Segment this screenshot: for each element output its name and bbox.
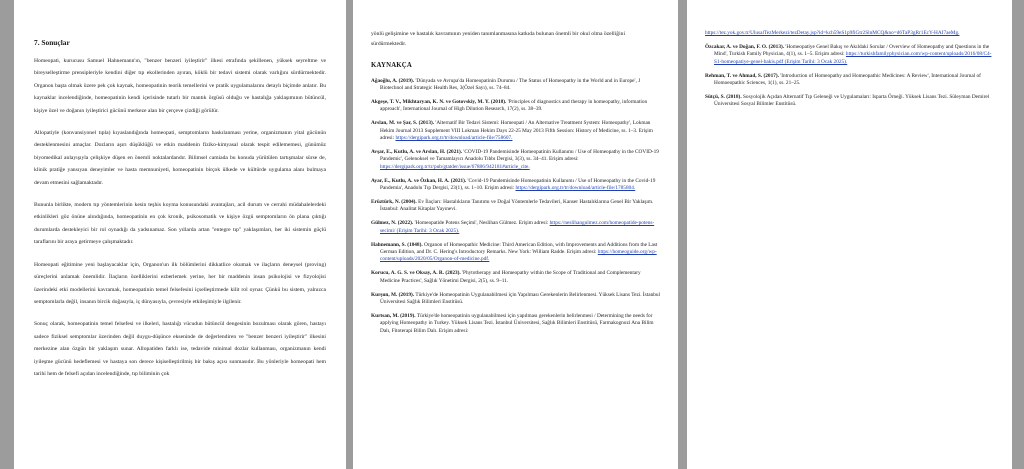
reference-author: Rehman, T. ve Ahmad, S. (2017). (705, 72, 779, 79)
reference-entry (371, 149, 660, 171)
reference-entry (705, 44, 994, 66)
reference-text: Sosyolojik Açıdan Alternatif Tıp Geleneği ve Uygulamaları: Isparta Örneği. Yüksek Lisans Tezi. Süleyman Demirel Üniversitesi Sosyal Bilimler Enstitüsü. (714, 93, 990, 108)
reference-entry (371, 99, 660, 114)
reference-entry (371, 78, 660, 93)
reference-entry (371, 270, 660, 285)
reference-list (371, 78, 660, 336)
document-page-1 (14, 0, 346, 469)
reference-author: Kurşun, M. (2019). (371, 291, 415, 298)
reference-text: 'Dünyada ve Avrupa'da Homeopatinin Durumu / The Status of Homeopathy in the World and in Europe', J Biotechnol and Strategic Health Res, 3(Özel Sayı), ss. 74–84. (380, 77, 641, 91)
reference-text: 'COVID-19 Pandemisinde Homeopatinin Kullanımı / Use of Homeopathy in the COVID-19 Pandemic', Gelenoksel ve Tamamlayıcı Anadolu Tıbbı Dergisi, 3(3), ss. 34–41. Erişim adresi: (380, 148, 659, 163)
reference-text: Organon of Homeopathic Medicine: Third American Edition, with Improvements and Additions from the Last German Edition, and Dr. C. Hering's Introductory Remarks. New York: William Radde. Erişim adresi: (380, 241, 658, 255)
reference-entry (371, 313, 660, 335)
reference-link[interactable]: https://dergipark.org.tr/tr/download/article-file/1785804. (515, 185, 636, 192)
reference-text: 'Phytotherapy and Homeopathy within the Scope of Traditional and Complementary Medicine Practices', Sağlık Yönetimi Dergisi, 2(5), ss. 9–11. (380, 270, 641, 284)
body-paragraph: Allopatiyle (konvansiyonel tıpla) kıyaslandığında homeopati, semptomların baskılanması yerine, organizmanın yital gücünün desteklenmesini amaçlar. Dozların aşırı düşüklüğü ve etkin maddenin fiziko-kimyasal olarak tespit edilememesi, günümüz biyomedikal anlayışıyla çelişkiye düşen en önemli noktalardandır. Bilimsel camiada bu konuda yürütülen tartışmalar sürse de, klinik pratiğe yansıyan deneyimler ve hasta memnuniyeti, homeopatinin birçok ülkede ve kültürde uygulama alanı bulmaya devam etmesini sağlamaktadır. (34, 130, 326, 186)
reference-text: Türkiye'de Homeopatinin Uygulanabilmesi için Yapılması Gerekenlerin Belirlenmesi. Yüksek Lisans Tezi. İstanbul Üniversitesi Sağlık Bilimleri Enstitüsü. (380, 291, 660, 306)
references-heading: KAYNAKÇA (371, 61, 413, 69)
document-page-3 (687, 0, 1012, 469)
reference-entry (371, 220, 660, 235)
reference-entry (705, 30, 994, 37)
reference-entry (705, 73, 994, 88)
section-heading: 7. Sonuçlar (34, 38, 70, 47)
reference-text: Türkiye'de homeopatinin uygulanabilmesi için yapılması gerekenlerin belirlenmesi / Determining the needs for applying Homeopathy in Turkey. Yüksek Lisans Tezi. İstanbul Üniversitesi, Sağlık Bilimleri Enstitüsü, Farmakognozi Ana Bilim Dalı, Fitoterapi Bilim Dalı. Erişim adresi: (380, 312, 654, 334)
reference-entry (371, 292, 660, 307)
reference-author: Ayar, E., Kutlu, A. ve Özkan, H. A. (2021). (371, 177, 467, 184)
reference-text: 'Homeopatide Potens Seçimi', Neslihan Gülmez. Erişim adresi: (414, 220, 549, 227)
reference-text: 'Covid-19 Pandemisinde Homeopatinin Kullanımı / Use of Homeopathy in the Covid-19 Pandemia', Anadolu Tıp Dergisi, 23(1), ss. 1–10. Erişim adresi: (380, 177, 656, 192)
reference-author: Kurtsan, M. (2019). (371, 312, 416, 319)
reference-link[interactable]: https://neslihangulmez.com/homeopatide-potens-secimi/ (Erişim Tarihi: 3 Ocak 2025). (380, 220, 655, 234)
reference-link[interactable]: https://turkishfamilyphysician.com/wp-content/uploads/2016/08/C4-S1-homeopatiye-genel-bakis.pdf (Erişim Tarihi: 3 Ocak 2025). (714, 51, 992, 65)
reference-link[interactable]: https://homeoguide.org/wp-content/uploads/2020/05/Organon-of-medicine.pdf. (380, 249, 657, 263)
body-paragraph: Homeopati eğitimine yeni başlayacaklar için, Organon'un ilk bölümlerini dikkatlice okumak ve ilaçların deneysel (proving) süreçlerini anlamak önemlidir. İlaçların özelliklerini ezberlemek yerine, her bir maddenin insan psikolojisi ve fizyolojisi üzerindeki etki modellerini kavramak, homeopatinin temel felsefesini içselleştirmede kilit rol oynar. Çünkü bu sistem, yalnızca semptomlarla değil, insanın bircik doğasıyla, iç dünyasıyla, çevresiyle etkileşimiyle ilgilenir. (34, 261, 326, 305)
reference-text: 'Alternatif Bir Tedavi Sistemi: Homeopati / An Alternative Treatment System: Homeopathy', Lokman Hekim Journal 2013 Supplement VIII Lokman Hekim Days 22-25 May 2013 Fifth Session: History of Medicine, ss. 1–3. Erişim adresi: (380, 120, 653, 142)
reference-text: Ev İlaçları: Hastalıkların Tanıtımı ve Doğal Yöntemlerle Tedavileri, Kanser Hastalıklarına Genel Bir Yaklaşım. İstanbul: Analitat Kitaplar Yayınevi. (380, 198, 654, 213)
document-page-2 (353, 0, 678, 469)
reference-entry (705, 94, 994, 109)
reference-author: Erüztürk, N. (2004). (371, 198, 417, 205)
reference-list (705, 30, 994, 109)
reference-text: 'Introduction of Homeopathy and Homeopathic Medicines: A Review', International Journal of Homoeopathic Sciences, 1(1), ss. 21–25. (714, 72, 981, 87)
reference-author: Avşar, E., Kutlu, A. ve Arslan, H. (2021). (371, 148, 463, 155)
body-paragraph: Homeopati, kurucusu Samuel Hahnemann'ın, "benzer benzeri iyileştirir" ilkesi etrafında şekillenen, yüksek seyreltme ve bireyselleştirme prensipleriyle kendini diğer tıp ekollerinden ayıran, köklü bir tedavi sistemi olarak varlığını sürdürmektedir. Organon başta olmak üzere pek çok kaynak, homeopatinin teorik temellerini ve pratik uygulamalarını detaylı biçimde anlatır. Bu kaynaklar incelendiğinde, homeopatinin kendi içerisinde tutarlı bir mantık örgüsü olduğu ve hastalığa yaklaşımının bütüncül, kişiye özel ve doğanın iyileştirici gücünü merkeze alan bir çerçeve çizdiği görülür. (34, 58, 326, 114)
reference-author: Akgeşe, T. V., Mikhtaryan, K. N. ve Gotovskiy, M. Y. (2018). (371, 98, 507, 105)
reference-author: Arslan, M. ve Şar, S. (2013). (371, 120, 435, 127)
body-paragraph: yönlü gelişimine ve hastalık kavramının yeniden tanımlanmasına katkıda bulunan önemli bir okul olma özelliğini sürdürmektedir. (371, 31, 625, 47)
reference-text: 'Principles of diagnostics and therapy in homeopathy, information approach', International Journal of High Dilution Research, 17(2), ss. 38–39. (380, 98, 648, 113)
body-paragraph: Sonuç olarak, homeopatinin temel felsefesi ve ilkeleri, hastalığı vücudun bütüncül dengesinin bozulması olarak gören, hastayı sadece fiziksel semptomlar üzerinden değil duygu-düşünce ekseninde de değerlendiren ve "benzer benzeri iyileştirir" ilkesini merkezine alan özgün bir yaklaşım sunar. Allopatiden farklı ise, tedavide minimal dozlar kullanması, organizmanın kendi iyileşme gücünü hedeflemesi ve hastaya son derece kişiselleştirilmiş bir bakış açısı sunmasıdır. Bu yönleriyle homeopati hem tarihi hem de felsefi açıdan incelendiğinde, tıp biliminin çok (34, 321, 326, 377)
reference-author: Korucu, A. G. S. ve Oksay, A. R. (2023). (371, 270, 461, 277)
reference-entry (371, 199, 660, 214)
reference-entry (371, 120, 660, 142)
reference-author: Hahnemann, S. (1848). (371, 241, 423, 248)
body-paragraph: Bununla birlikte, modern tıp yöntemlerinin kesin teşhis koyma konusundaki avantajları, acil durum ve cerrahi müdahalelerdeki etkinlikleri göz önüne alındığında, homeopatinin en çok kronik, psikosomatik ve kişiye özgü semptomların ön plana çıktığı durumlarda destekleyici bir rol oynadığı da yadsınamaz. Son yıllarda artan "entegre tıp" yaklaşımları, her iki sistemin güçlü taraflarını bir araya getirmeye çalışmaktadır. (34, 202, 326, 246)
reference-author: Ağaoğlu, A. (2019). (371, 77, 415, 84)
reference-author: Özcakar, A. ve Doğan, F. O. (2013). (705, 43, 785, 50)
reference-link[interactable]: https://dergipark.org.tr/tr/pub/gtatder/issue/67886/942181#article_cite. (380, 163, 530, 170)
reference-entry (371, 178, 660, 193)
reference-author: Sütçü, S. (2018). (705, 93, 742, 100)
reference-link[interactable]: https://dergipark.org.tr/tr/download/article-file/758607. (395, 135, 513, 142)
reference-text: 'Homeopatiye Genel Bakış ve Akıldaki Sorular / Overview of Homeopathy and Questions in the Mind', Turkish Family Physician, 4(1), ss. 1–5. Erişim adresi: (714, 43, 990, 58)
reference-author: Gülmez, N. (2022). (371, 220, 414, 227)
reference-entry (371, 242, 660, 264)
reference-link[interactable]: https://tez.yok.gov.tr/UlusalTezMerkezi/tezDetay.jsp?id=kch59eS1p9fiGtr2SlnMCQ&no=d6TaP3gRr1EcY-HAI7aeMg. (705, 30, 960, 36)
